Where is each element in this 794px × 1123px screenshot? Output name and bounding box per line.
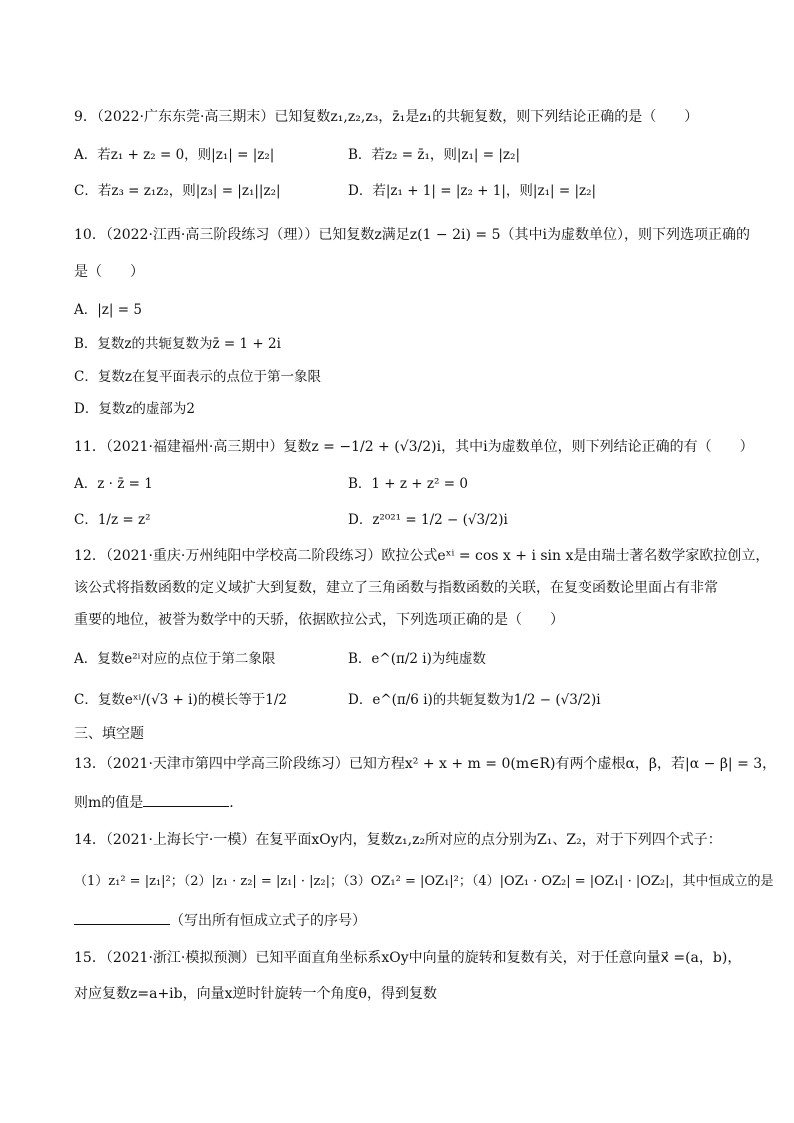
q12-option-c: C．复数eˣⁱ/(√3 + i)的模长等于1/2 xyxy=(74,692,287,708)
q14-stem-line1: 14．（2021·上海长宁·一模）在复平面xOy内，复数z₁,z₂所对应的点分别为Z₁、Z₂，对于下列四个式子： xyxy=(74,832,722,848)
q12-option-b: B．e^(π/2 i)为纯虚数 xyxy=(348,651,486,667)
q11-option-c: C．1/z = z² xyxy=(74,512,151,528)
q10-option-d: D．复数z的虚部为2 xyxy=(74,401,196,417)
q15-stem-line2: 对应复数z=a+ib，向量x逆时针旋转一个角度θ，得到复数 xyxy=(74,986,437,1002)
q11-option-b: B．1 + z + z² = 0 xyxy=(348,476,468,492)
q13-stem-line2 xyxy=(74,792,234,813)
q13-stem-period: . xyxy=(229,795,234,811)
q12-stem-line1: 12．（2021·重庆·万州纯阳中学校高二阶段练习）欧拉公式eˣⁱ = cos x + i sin x是由瑞士著名数学家欧拉创立， xyxy=(74,548,770,564)
section-heading-fill-in: 三、填空题 xyxy=(74,726,144,742)
q10-option-c: C．复数z在复平面表示的点位于第一象限 xyxy=(74,369,321,385)
q9-option-d: D．若|z₁ + 1| = |z₂ + 1|，则|z₁| = |z₂| xyxy=(348,183,597,199)
q14-stem-line2: （1）z₁² = |z₁|²；（2）|z₁ · z₂| = |z₁| · |z₂|；（3）OZ₁² = |OZ₁|²；（4）|OZ₁ · OZ₂| = |OZ₁| · |OZ₂|，其中恒成立的是 xyxy=(74,874,774,889)
q10-option-a: A．|z| = 5 xyxy=(74,302,142,318)
q9-option-a: A．若z₁ + z₂ = 0，则|z₁| = |z₂| xyxy=(74,147,275,163)
q11-option-d: D．z²⁰²¹ = 1/2 − (√3/2)i xyxy=(348,512,508,528)
q10-stem-line2: 是（ ） xyxy=(74,264,144,280)
q13-stem-line1: 13．（2021·天津市第四中学高三阶段练习）已知方程x² + x + m = 0(m∈R)有两个虚根α，β，若|α − β| = 3， xyxy=(74,756,777,772)
q15-stem-line1: 15．（2021·浙江·模拟预测）已知平面直角坐标系xOy中向量的旋转和复数有关，对于任意向量x⃗ =(a，b)， xyxy=(74,950,742,966)
q9-stem: 9．（2022·广东东莞·高三期末）已知复数z₁,z₂,z₃，z̄₁是z₁的共轭复数，则下列结论正确的是（ ） xyxy=(74,109,699,125)
q14-answer-blank[interactable] xyxy=(74,910,170,925)
q10-stem-line1: 10．（2022·江西·高三阶段练习（理））已知复数z满足z(1 − 2i) = 5（其中i为虚数单位），则下列选项正确的 xyxy=(74,227,750,243)
q14-stem-hint: （写出所有恒成立式子的序号） xyxy=(170,913,366,929)
q9-option-b: B．若z₂ = z̄₁，则|z₁| = |z₂| xyxy=(348,147,520,163)
q12-stem-line2: 该公式将指数函数的定义域扩大到复数，建立了三角函数与指数函数的关联，在复变函数论里面占有非常 xyxy=(74,580,718,596)
q11-stem: 11．（2021·福建福州·高三期中）复数z = −1/2 + (√3/2)i，其中i为虚数单位，则下列结论正确的有（ ） xyxy=(74,439,754,455)
q13-stem-prefix: 则m的值是 xyxy=(74,795,144,811)
q12-option-d: D．e^(π/6 i)的共轭复数为1/2 − (√3/2)i xyxy=(348,692,601,708)
q11-option-a: A．z · z̄ = 1 xyxy=(74,476,153,492)
q10-option-b: B．复数z的共轭复数为z̄ = 1 + 2i xyxy=(74,336,281,352)
q12-stem-line3: 重要的地位，被誉为数学中的天骄，依据欧拉公式，下列选项正确的是（ ） xyxy=(74,612,564,628)
q9-option-c: C．若z₃ = z₁z₂，则|z₃| = |z₁||z₂| xyxy=(74,183,281,199)
q14-stem-line3 xyxy=(74,910,366,931)
q12-option-a: A．复数e²ⁱ对应的点位于第二象限 xyxy=(74,651,276,667)
q13-answer-blank[interactable] xyxy=(143,792,229,807)
